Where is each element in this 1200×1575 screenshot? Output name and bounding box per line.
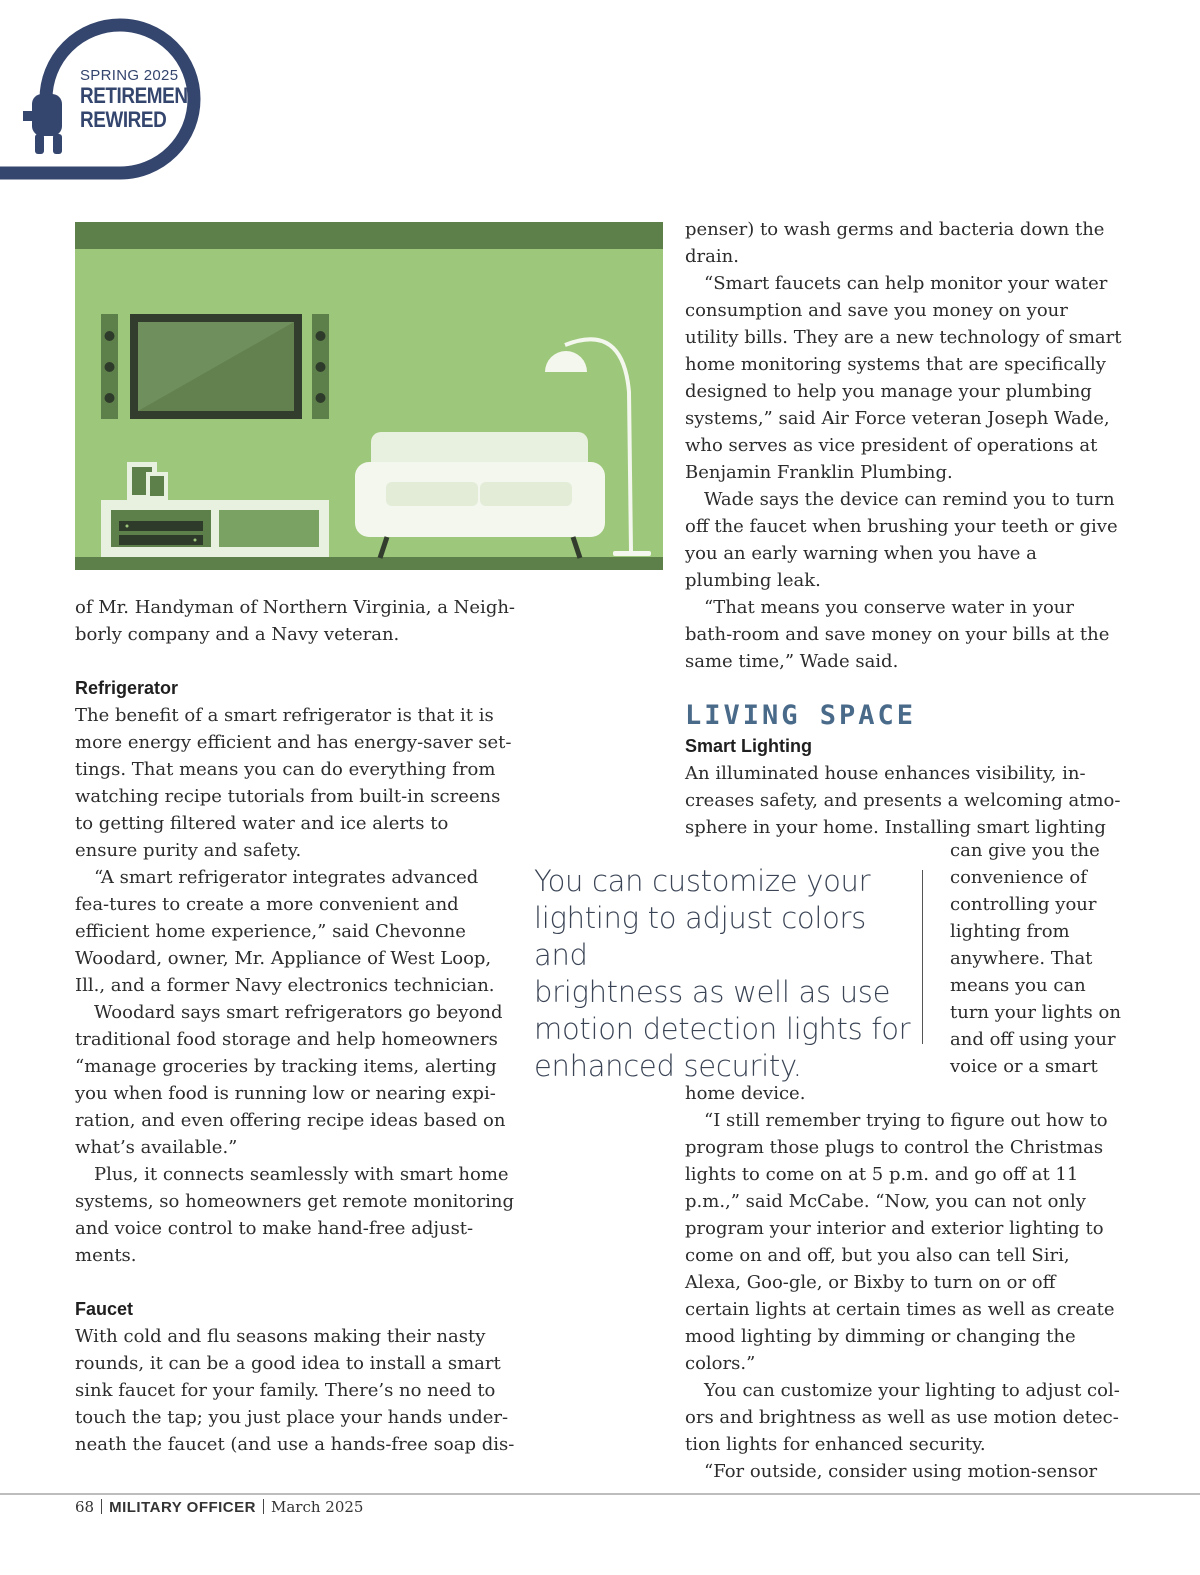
section-heading-living-space: LIVING SPACE xyxy=(685,700,917,731)
customize-paragraph: You can customize your lighting to adjust col-ors and brightness as well as use motion detec-tion lights for enhanced security. xyxy=(685,1380,1120,1455)
paragraph-continuation: of Mr. Handyman of Northern Virginia, a Neigh-borly company and a Navy veteran. xyxy=(75,597,516,645)
badge-title-line1: RETIREMENT xyxy=(80,83,199,108)
refrigerator-paragraph-2: “A smart refrigerator integrates advanced fea-tures to create a more convenient and efficient home experience,” said Chevonne Woodard, owner, Mr. Appliance of West Loop, Ill., and a former Navy electronics technician. xyxy=(75,867,495,996)
wade-paragraph-2: Wade says the device can remind you to turn off the faucet when brushing your teeth or give you an early warning when you have a plumbing leak. xyxy=(685,489,1118,591)
wade-paragraph-1: “Smart faucets can help monitor your water consumption and save you money on your utility bills. They are a new technology of smart home monitoring systems that are specifically designed to help you manage your plumbing systems,” said Air Force veteran Joseph Wade, who serves as vice president of operations at Benjamin Franklin Plumbing. xyxy=(685,273,1122,483)
footer-separator xyxy=(101,1499,102,1514)
refrigerator-heading: Refrigerator xyxy=(75,678,179,698)
speaker-icon xyxy=(101,314,118,419)
page-number: 68 xyxy=(75,1498,95,1516)
footer-rule xyxy=(0,1493,1200,1495)
pull-quote xyxy=(534,863,914,1085)
faucet-paragraph-1: With cold and flu seasons making their nasty rounds, it can be a good idea to install a smart sink faucet for your family. There’s no need to touch the tap; you just place your hands under-neath the faucet (and use a hands-free soap dis- xyxy=(75,1326,515,1455)
magazine-name: MILITARY OFFICER xyxy=(109,1499,256,1516)
footer-separator xyxy=(263,1499,264,1514)
pull-quote-divider xyxy=(922,870,923,1044)
wade-paragraph-3: “That means you conserve water in your bath-room and save money on your bills at the same time,” Wade said. xyxy=(685,597,1110,672)
pull-quote-line: motion detection lights for xyxy=(534,1012,911,1046)
right-column-bottom xyxy=(685,1080,1125,1485)
lighting-paragraph-1a: An illuminated house enhances visibility, in-creases safety, and presents a welcoming atmo-sphere in your home. Installing smart lighting xyxy=(685,763,1121,838)
refrigerator-paragraph-4: Plus, it connects seamlessly with smart home systems, so homeowners get remote monitoring and voice control to make hand-free adjust-ments. xyxy=(75,1164,514,1266)
living-room-illustration xyxy=(75,222,663,570)
mccabe-paragraph: “I still remember trying to figure out how to program those plugs to control the Christmas lights to come on at 5 p.m. and go off at 11 p.m.,” said McCabe. “Now, you can not only program your interior and exterior lighting to come on and off, but you also can tell Siri, Alexa, Goo-gle, or Bixby to turn on or off certain lights at certain times as well as create mood lighting by dimming or changing the colors.” xyxy=(685,1110,1115,1374)
pull-quote-line: brightness as well as use xyxy=(534,975,891,1009)
left-column xyxy=(75,594,515,1458)
right-column-wrap xyxy=(950,837,1125,1080)
page-footer xyxy=(75,1496,363,1519)
paragraph-continuation-right: penser) to wash germs and bacteria down the drain. xyxy=(685,219,1105,267)
retirement-rewired-badge xyxy=(0,0,215,185)
lighting-paragraph-1b: can give you the convenience of controlling your lighting from anywhere. That means you can turn your lights on and off using your voice or a smart xyxy=(950,840,1121,1077)
smart-lighting-heading: Smart Lighting xyxy=(685,736,812,756)
pull-quote-line: You can customize your xyxy=(534,864,871,898)
tv-icon xyxy=(130,314,302,419)
badge-title-line2: REWIRED xyxy=(80,107,167,132)
faucet-heading: Faucet xyxy=(75,1299,134,1319)
lighting-paragraph-1c: home device. xyxy=(685,1083,806,1104)
pull-quote-line: enhanced security. xyxy=(534,1049,802,1083)
media-console-icon xyxy=(101,500,329,557)
outside-paragraph: “For outside, consider using motion-sensor xyxy=(704,1461,1098,1482)
right-column-top xyxy=(685,216,1125,841)
refrigerator-paragraph-1: The benefit of a smart refrigerator is that it is more energy efficient and has energy-saver set-tings. That means you can do everything from watching recipe tutorials from built-in screens to getting filtered water and ice alerts to ensure purity and safety. xyxy=(75,705,512,861)
speaker-icon xyxy=(312,314,329,419)
issue-date: March 2025 xyxy=(270,1498,364,1516)
refrigerator-paragraph-3: Woodard says smart refrigerators go beyond traditional food storage and help homeowners “manage groceries by tracking items, alerting you when food is running low or nearing expi-ration, and even offering recipe ideas based on what’s available.” xyxy=(75,1002,506,1158)
badge-season: SPRING 2025 xyxy=(80,67,179,84)
pull-quote-line: lighting to adjust colors and xyxy=(534,901,866,972)
